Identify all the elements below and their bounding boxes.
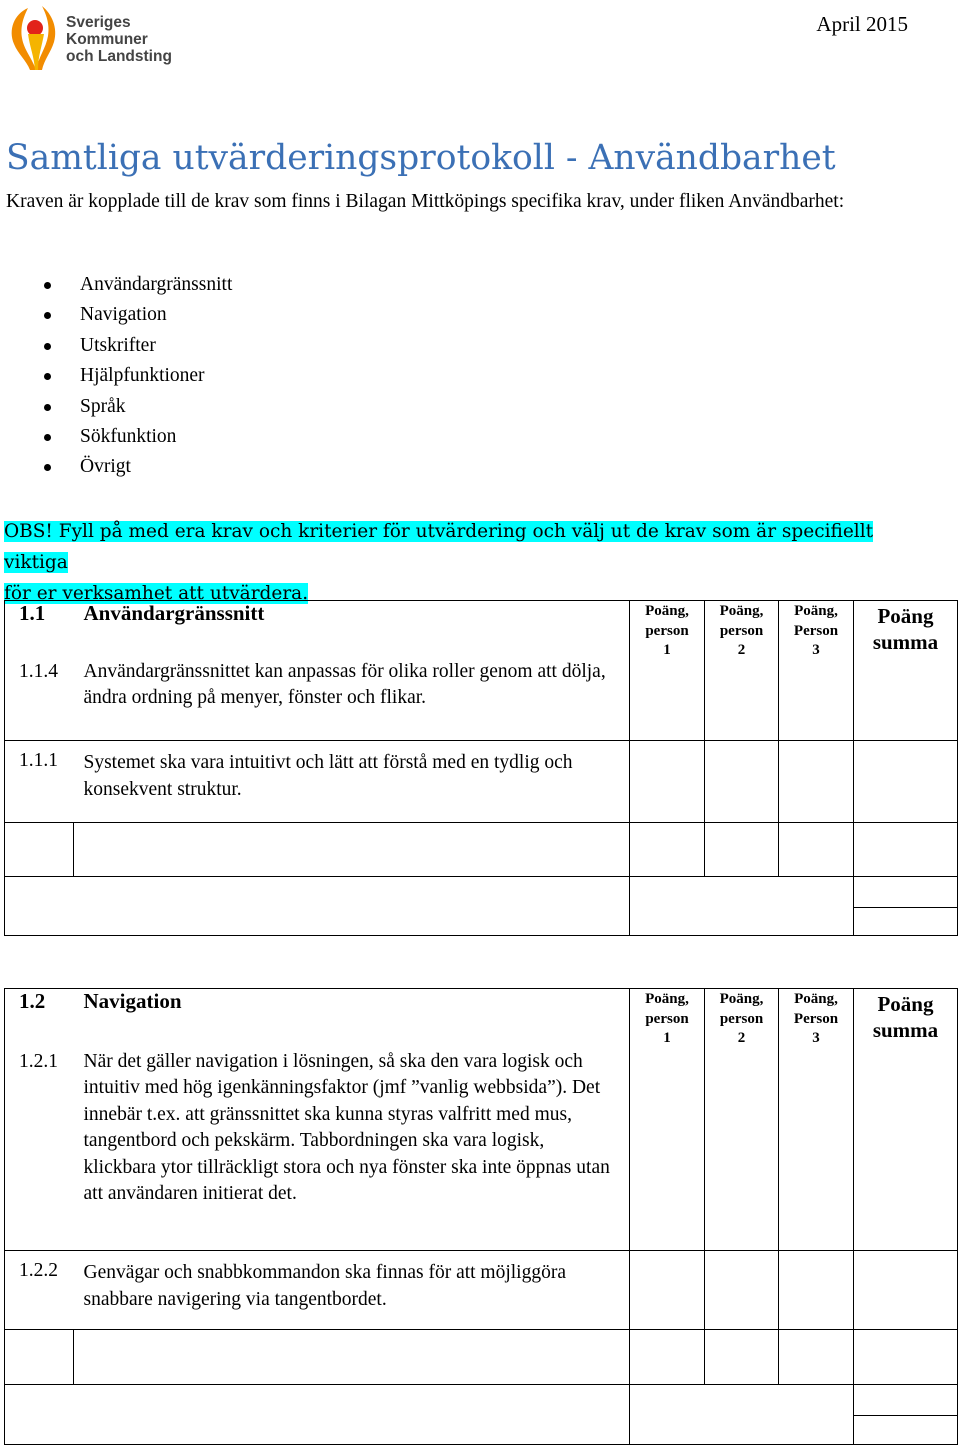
- score-cell[interactable]: [779, 1330, 854, 1385]
- evaluation-table-navigation: [4, 988, 958, 1445]
- requirement-text: Genvägar och snabbkommandon ska finnas för att möjliggöra snabbare navigering via tangentbordet.: [74, 1251, 630, 1330]
- bullet-icon: [44, 282, 51, 289]
- obs-note-line2: för er verksamhet att utvärdera.: [4, 583, 309, 604]
- score-cell[interactable]: [630, 741, 705, 823]
- list-item: Språk: [0, 392, 232, 422]
- empty-cell[interactable]: [630, 1385, 854, 1445]
- score-cell[interactable]: [854, 823, 958, 877]
- score-cell[interactable]: [779, 741, 854, 823]
- score-cell[interactable]: [779, 823, 854, 877]
- table-row: [5, 823, 958, 877]
- score-header-person-1: Poäng, person 1: [630, 601, 705, 741]
- empty-cell[interactable]: [5, 823, 74, 877]
- requirement-text: Användargränssnittet kan anpassas för olika roller genom att dölja, ändra ordning på menyer, fönster och flikar.: [74, 657, 630, 741]
- score-cell[interactable]: [630, 823, 705, 877]
- requirement-text: När det gäller navigation i lösningen, så ska den vara logisk och intuitiv med hög igenkänningsfaktor (jmf ”vanlig webbsida”). Det innebär t.ex. att gränssnittet ska kunna styras valfritt med mus, tangentbord och pekskärm. Tabbordningen ska vara logisk, klickbara ytor tillräckligt stora och nya fönster ska inte öppnas utan att användaren initierat det.: [74, 1047, 630, 1251]
- score-header-person-2: Poäng, person 2: [705, 989, 779, 1251]
- table-row: [5, 1330, 958, 1385]
- score-cell[interactable]: [705, 1251, 779, 1330]
- score-cell[interactable]: [630, 1330, 705, 1385]
- category-list: [0, 270, 232, 483]
- section-number: 1.2: [5, 989, 74, 1047]
- requirement-number: 1.2.1: [5, 1047, 74, 1251]
- logo-text: Sveriges Kommuner och Landsting: [66, 14, 172, 65]
- score-cell[interactable]: [854, 1251, 958, 1330]
- list-item: Sökfunktion: [0, 422, 232, 452]
- score-header-person-3: Poäng, Person 3: [779, 989, 854, 1251]
- table-row: [5, 741, 958, 823]
- empty-cell[interactable]: [74, 1330, 630, 1385]
- requirement-number: 1.1.1: [5, 741, 74, 823]
- section-title: Användargränssnitt: [74, 601, 630, 657]
- empty-cell[interactable]: [630, 877, 854, 936]
- bullet-icon: [44, 434, 51, 441]
- list-item: Användargränssnitt: [0, 270, 232, 300]
- score-header-person-3: Poäng, Person 3: [779, 601, 854, 741]
- bullet-icon: [44, 312, 51, 319]
- table-row: [5, 877, 958, 936]
- list-item: Utskrifter: [0, 331, 232, 361]
- score-header-sum: Poäng summa: [854, 989, 958, 1251]
- score-header-sum: Poäng summa: [854, 601, 958, 741]
- score-cell[interactable]: [705, 823, 779, 877]
- score-cell[interactable]: [854, 877, 958, 936]
- empty-cell[interactable]: [5, 877, 630, 936]
- empty-cell[interactable]: [74, 823, 630, 877]
- score-cell[interactable]: [854, 741, 958, 823]
- score-cell[interactable]: [854, 1330, 958, 1385]
- section-title: Navigation: [74, 989, 630, 1047]
- score-cell[interactable]: [630, 1251, 705, 1330]
- table-row: [5, 1385, 958, 1445]
- skl-logo: [6, 4, 176, 74]
- bullet-icon: [44, 373, 51, 380]
- requirement-number: 1.1.4: [5, 657, 74, 741]
- page-title: Samtliga utvärderingsprotokoll - Användbarhet: [6, 138, 836, 178]
- evaluation-table-anvandargranssnitt: [4, 600, 958, 936]
- list-item: Navigation: [0, 300, 232, 330]
- bullet-icon: [44, 404, 51, 411]
- bullet-icon: [44, 464, 51, 471]
- section-number: 1.1: [5, 601, 74, 657]
- requirement-text: Systemet ska vara intuitivt och lätt att förstå med en tydlig och konsekvent struktur.: [74, 741, 630, 823]
- score-cell[interactable]: [705, 1330, 779, 1385]
- bullet-icon: [44, 343, 51, 350]
- score-cell[interactable]: [854, 1385, 958, 1445]
- score-cell[interactable]: [705, 741, 779, 823]
- empty-cell[interactable]: [5, 1330, 74, 1385]
- document-date: April 2015: [816, 12, 908, 36]
- empty-cell[interactable]: [5, 1385, 630, 1445]
- table-row: [5, 1251, 958, 1330]
- score-header-person-1: Poäng, person 1: [630, 989, 705, 1251]
- requirement-number: 1.2.2: [5, 1251, 74, 1330]
- obs-note-line1: OBS! Fyll på med era krav och kriterier för utvärdering och välj ut de krav som är specifiellt viktiga: [4, 521, 874, 573]
- score-cell[interactable]: [779, 1251, 854, 1330]
- score-header-person-2: Poäng, person 2: [705, 601, 779, 741]
- intro-text: Kraven är kopplade till de krav som finns i Bilagan Mittköpings specifika krav, under fliken Användbarhet:: [6, 191, 845, 212]
- list-item: Övrigt: [0, 452, 232, 482]
- skl-logo-icon: [6, 4, 66, 74]
- obs-note: [4, 516, 938, 609]
- list-item: Hjälpfunktioner: [0, 361, 232, 391]
